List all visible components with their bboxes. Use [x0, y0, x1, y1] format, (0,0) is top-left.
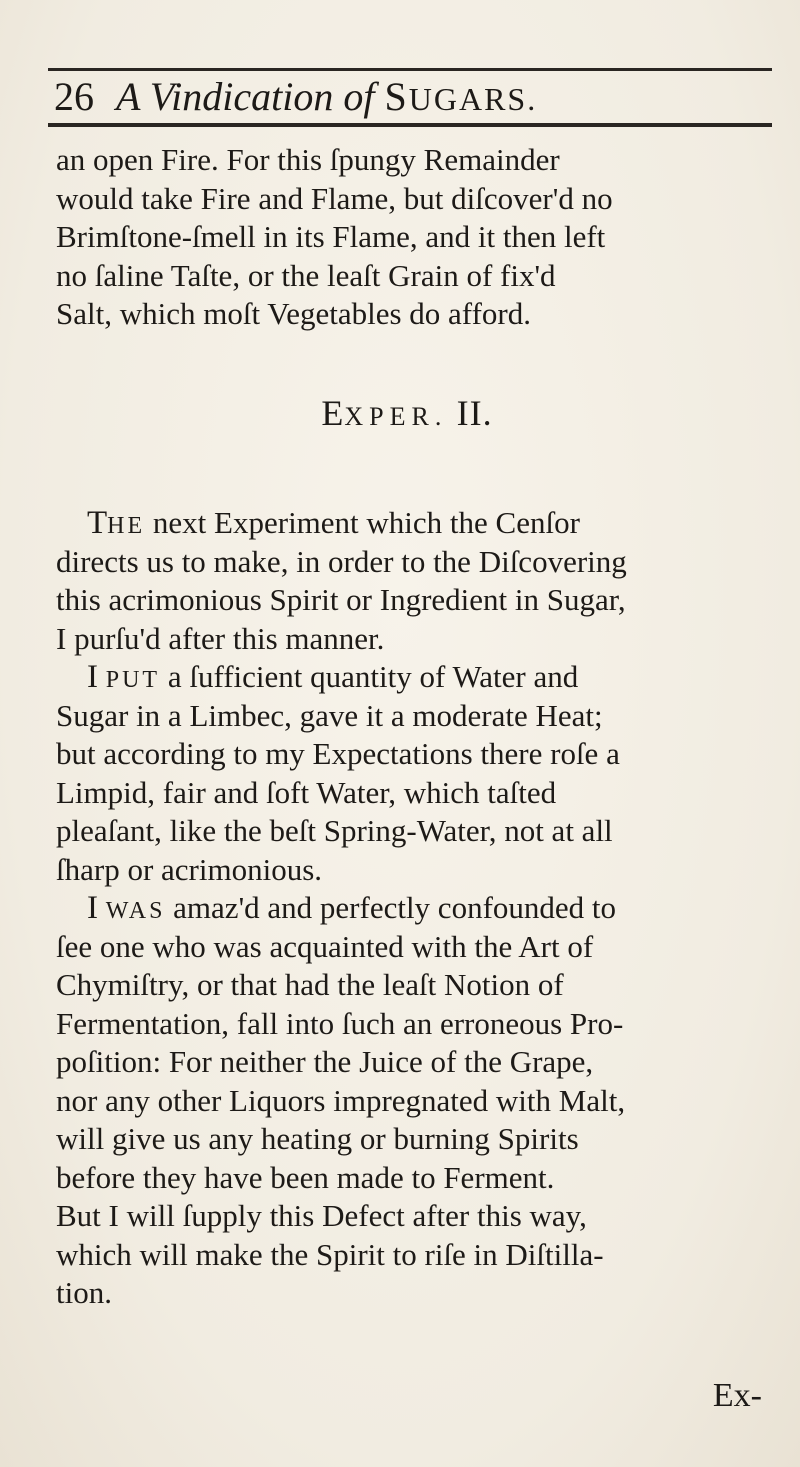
text-line: poſition: For neither the Juice of the Grape,: [56, 1044, 594, 1079]
text-line: Chymiſtry, or that had the leaſt Notion of: [56, 967, 564, 1002]
header-bottom-rule: [48, 123, 772, 127]
small-caps-initial: I: [87, 659, 98, 695]
small-caps-rest: PUT: [105, 667, 161, 693]
text-line: Salt, which moſt Vegetables do afford.: [56, 296, 531, 331]
header-top-rule: [48, 68, 772, 71]
text-line: nor any other Liquors impregnated with Malt,: [56, 1082, 626, 1118]
running-head: [54, 74, 754, 120]
text-line: but according to my Expectations there roſe a: [56, 736, 620, 771]
paragraph-3-first-line: [56, 658, 796, 697]
text-line: directs us to make, in order to the Diſcovering: [56, 543, 627, 579]
text-line: an open Fire. For this ſpungy Remainder: [56, 142, 560, 177]
running-head-title: A Vindication of: [116, 74, 375, 119]
text-line: pleaſant, like the beſt Spring-Water, not at all: [56, 813, 613, 848]
text-fragment: next Experiment which the Cenſor: [145, 505, 580, 540]
text-line: Brimſtone-ſmell in its Flame, and it then left: [56, 219, 606, 254]
text-line: ſharp or acrimonious.: [56, 851, 323, 887]
text-line: before they have been made to Ferment.: [56, 1159, 555, 1195]
text-line: Fermentation, fall into ſuch an erroneous Pro-: [56, 1005, 624, 1041]
paragraph-2-group: [56, 504, 796, 1313]
running-head-subject: [385, 74, 538, 119]
text-line: would take Fire and Flame, but diſcover'd no: [56, 180, 613, 216]
text-line: which will make the Spirit to riſe in Diſtilla-: [56, 1236, 604, 1272]
small-caps-initial: I: [87, 890, 98, 926]
running-head-subject-rest: UGARS.: [408, 81, 538, 117]
section-heading-rest: XPER.: [344, 402, 448, 431]
section-heading-initial: E: [321, 393, 345, 433]
text-line: But I will ſupply this Defect after this way,: [56, 1198, 587, 1233]
small-caps-initial: T: [87, 505, 108, 541]
section-heading: [0, 393, 800, 437]
text-line: this acrimonious Spirit or Ingredient in Sugar,: [56, 582, 626, 617]
text-fragment: amaz'd and perfectly confounded to: [165, 890, 617, 925]
catchword: Ex-: [712, 1377, 762, 1414]
text-line: will give us any heating or burning Spirits: [56, 1121, 579, 1156]
page-number: 26: [54, 74, 94, 119]
text-fragment: a ſufficient quantity of Water and: [160, 659, 579, 694]
small-caps-rest: HE: [107, 513, 146, 539]
text-line: Sugar in a Limbec, gave it a moderate Heat;: [56, 697, 603, 733]
running-head-subject-initial: S: [384, 74, 409, 119]
paragraph-4-first-line: [56, 889, 796, 928]
text-line: tion.: [56, 1275, 112, 1310]
text-line: Limpid, fair and ſoft Water, which taſted: [56, 774, 557, 810]
text-line: no ſaline Taſte, or the leaſt Grain of fix'd: [56, 257, 556, 293]
paragraph-1: [56, 141, 796, 334]
small-caps-rest: WAS: [105, 898, 166, 924]
text-line: ſee one who was acquainted with the Art of: [56, 928, 594, 964]
section-heading-numeral: II.: [456, 393, 493, 433]
paragraph-2-first-line: [56, 504, 796, 543]
text-line: I purſu'd after this manner.: [56, 620, 385, 656]
